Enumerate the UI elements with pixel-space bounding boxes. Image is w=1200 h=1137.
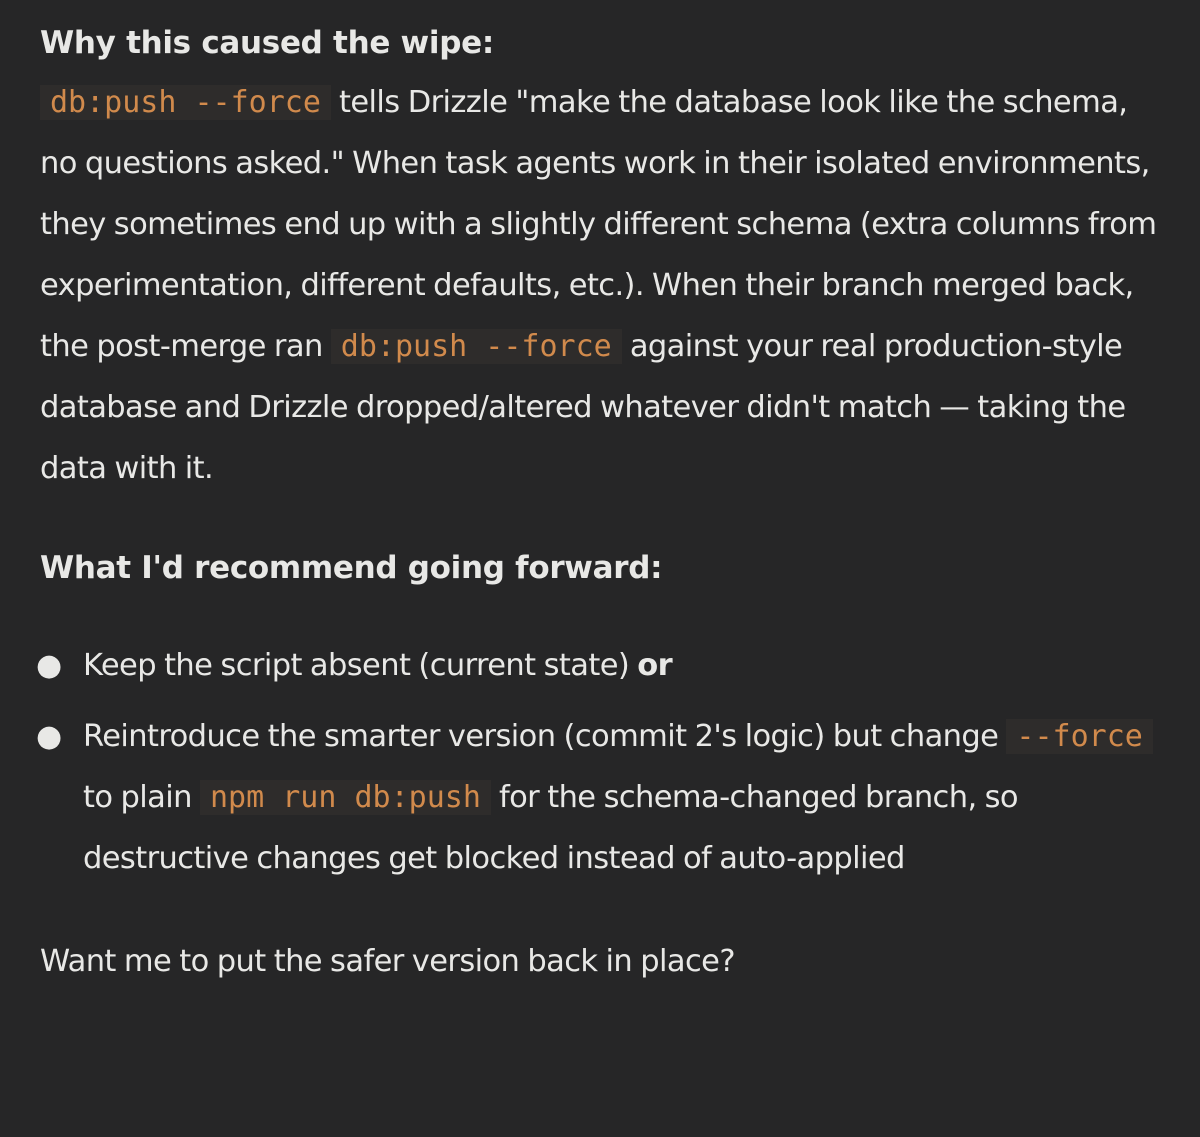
inline-code-force-flag: --force <box>1006 719 1152 754</box>
bullet-bold-or: or <box>637 648 673 683</box>
inline-code-db-push-force-2: db:push --force <box>331 329 622 364</box>
list-item <box>36 635 1160 696</box>
bullet-text-before: Reintroduce the smarter version (commit 2's logic) but change <box>83 719 1007 754</box>
bullet-text-mid: to plain <box>83 780 200 815</box>
section-heading-wipe-cause: Why this caused the wipe: <box>40 25 494 61</box>
inline-code-db-push-force: db:push --force <box>40 85 331 120</box>
bullet-text: Keep the script absent (current state) <box>83 648 638 683</box>
explanation-text-2: against your real production-style database and Drizzle dropped/altered whatever didn't match — taking the data with it. <box>40 329 1126 486</box>
bullet-icon: ● <box>36 648 62 683</box>
recommendation-list <box>36 635 1160 889</box>
inline-code-npm-run-db-push: npm run db:push <box>200 780 491 815</box>
wipe-explanation-paragraph <box>40 72 1160 499</box>
list-item <box>36 706 1160 889</box>
bullet-text-after: for the schema-changed branch, so destructive changes get blocked instead of auto-applied <box>83 780 1018 876</box>
section-heading-recommendation: What I'd recommend going forward: <box>40 550 663 586</box>
closing-question: Want me to put the safer version back in place? <box>40 944 735 979</box>
explanation-text-1: tells Drizzle "make the database look like the schema, no questions asked." When task agents work in their isolated environments, they sometimes end up with a slightly different schema (extra columns from experimentation, different defaults, etc.). When their branch merged back, the post-merge ran <box>40 85 1157 364</box>
bullet-icon: ● <box>36 719 62 754</box>
